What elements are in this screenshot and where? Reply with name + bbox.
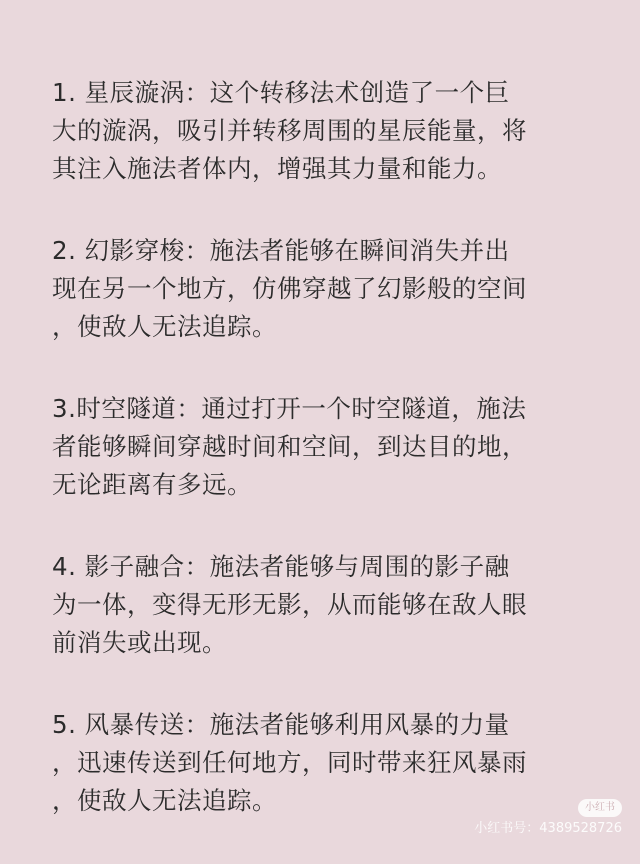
item-2-line-1: 2. 幻影穿梭：施法者能够在瞬间消失并出 — [52, 236, 510, 265]
item-1-line-1: 1. 星辰漩涡：这个转移法术创造了一个巨 — [52, 78, 510, 107]
xiaohongshu-logo: 小红书 — [578, 799, 622, 817]
item-2-line-2: 现在另一个地方，仿佛穿越了幻影般的空间 — [52, 274, 527, 303]
list-item-4 — [52, 548, 612, 662]
article-body — [52, 74, 612, 864]
watermark-user-id: 小红书号：4389528726 — [474, 821, 622, 836]
watermark — [474, 799, 622, 837]
item-5-line-1: 5. 风暴传送：施法者能够利用风暴的力量 — [52, 710, 510, 739]
list-item-3 — [52, 390, 612, 504]
list-item-2 — [52, 232, 612, 346]
item-4-line-2: 为一体，变得无形无影，从而能够在敌人眼 — [52, 590, 527, 619]
item-5-line-3: ，使敌人无法追踪。 — [52, 786, 277, 815]
item-4-line-3: 前消失或出现。 — [52, 628, 227, 657]
item-3-line-1: 3.时空隧道：通过打开一个时空隧道，施法 — [52, 394, 527, 423]
item-2-line-3: ，使敌人无法追踪。 — [52, 312, 277, 341]
item-5-line-2: ，迅速传送到任何地方，同时带来狂风暴雨 — [52, 748, 527, 777]
item-3-line-2: 者能够瞬间穿越时间和空间，到达目的地， — [52, 432, 527, 461]
item-4-line-1: 4. 影子融合：施法者能够与周围的影子融 — [52, 552, 510, 581]
item-3-line-3: 无论距离有多远。 — [52, 470, 252, 499]
item-1-line-3: 其注入施法者体内，增强其力量和能力。 — [52, 154, 502, 183]
item-1-line-2: 大的漩涡，吸引并转移周围的星辰能量，将 — [52, 116, 527, 145]
list-item-1 — [52, 74, 612, 188]
